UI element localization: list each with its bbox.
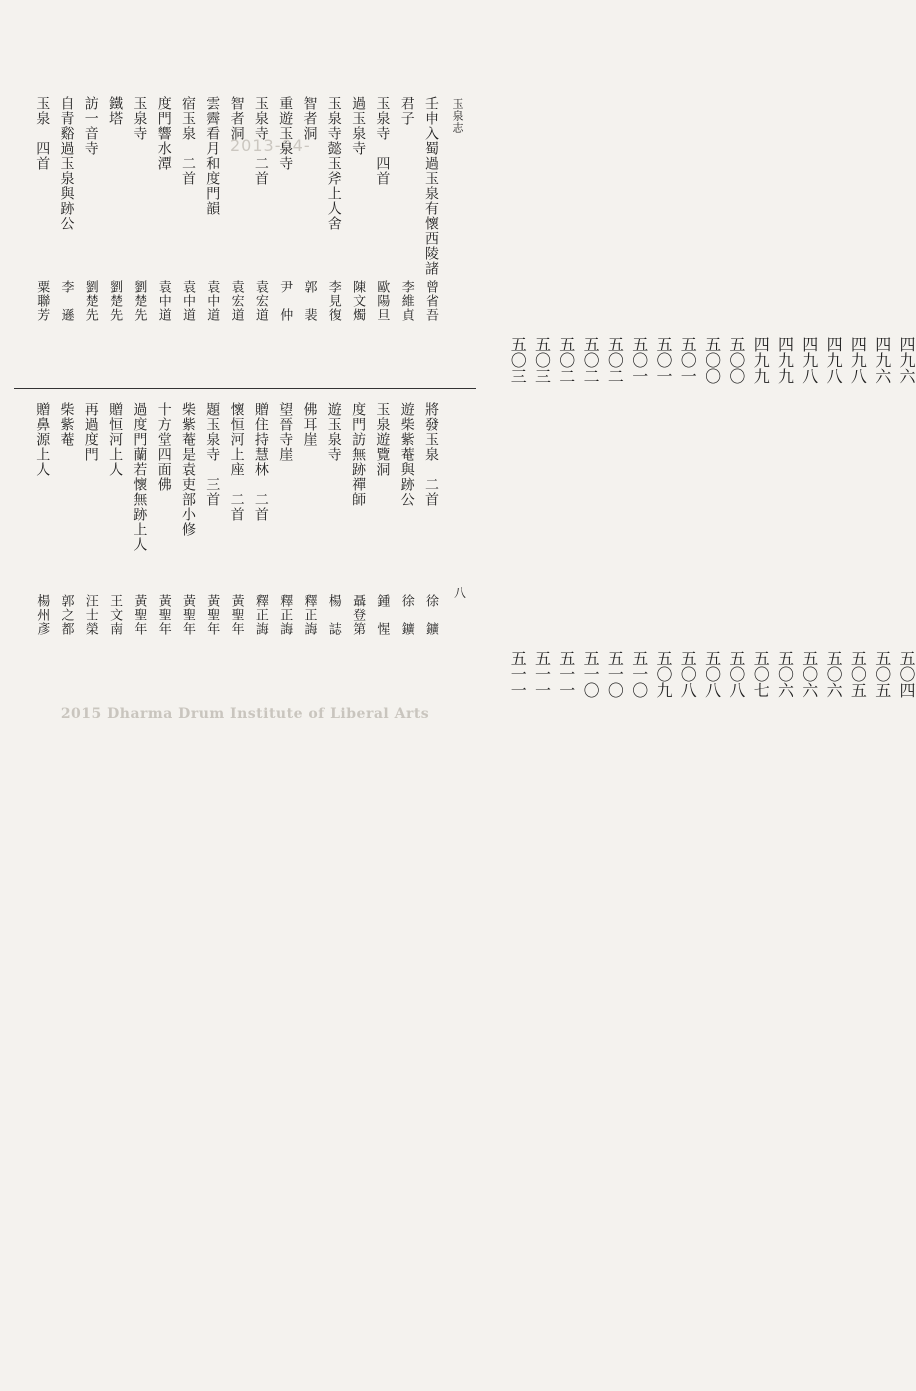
toc-entry-author: 郭之都 [58,594,74,636]
running-title: 玉泉志 [451,98,464,134]
section-divider [14,388,476,389]
toc-entry-page: 五一一 [508,650,528,698]
toc-entry-page: 五一一 [532,650,552,698]
toc-entry-page: 四九九 [775,336,795,384]
toc-entry-author: 袁宏道 [252,280,268,322]
toc-entry-title: 再過度門 [82,402,99,462]
toc-entry-author: 曾省吾 [423,280,438,322]
toc-entry-title: 玉泉寺 四首 [374,96,391,186]
toc-entry-title: 玉泉 四首 [34,96,51,171]
toc-entry-title: 玉泉遊覽洞 [374,402,391,477]
toc-entry-author: 黃聖年 [155,594,171,636]
toc-entry-title: 玉泉寺懿玉斧上人舍 [325,96,342,231]
toc-entry-page: 四九六 [897,336,916,384]
toc-entry-page: 五〇九 [654,650,673,698]
toc-entry-page: 五〇五 [848,650,868,698]
toc-entry-title: 過玉泉寺 [350,96,367,156]
toc-entry-author: 王文南 [107,594,123,636]
toc-entry-page: 五〇六 [824,650,844,698]
toc-entry-title: 智者洞 [301,96,318,141]
toc-entry-author: 李維貞 [398,280,414,322]
toc-entry-author: 粟聯芳 [34,280,50,322]
toc-entry-author: 郭 裴 [301,280,317,322]
toc-entry-page: 五〇〇 [702,336,722,384]
toc-entry-title: 遊柴紫菴與跡公 [398,402,415,507]
toc-entry-title: 贈住持慧林 二首 [252,402,269,522]
toc-entry-page: 五〇六 [775,650,795,698]
toc-entry-page: 五〇一 [629,336,649,384]
toc-entry-author: 袁中道 [204,280,220,322]
toc-entry-page: 五〇〇 [726,336,746,384]
page-number: 八 [454,586,467,600]
toc-entry-author: 劉楚先 [82,280,98,322]
toc-entry-title: 鐵塔 [107,96,124,126]
toc-entry-title: 柴紫菴是袁吏部小修 [180,402,196,537]
toc-entry-page: 五一〇 [581,650,601,698]
toc-entry-page: 四九八 [824,336,844,384]
toc-entry-author: 黃聖年 [131,594,147,636]
toc-entry-page: 五一〇 [629,650,649,698]
toc-entry-author: 袁中道 [180,280,195,322]
toc-entry-title: 自青谿過玉泉與跡公 [58,96,75,231]
toc-entry-author: 李 遜 [58,280,74,322]
toc-entry-title: 贈鼻源上人 [34,402,51,477]
toc-entry-page: 四九八 [799,336,819,384]
toc-entry-author: 徐 鑛 [423,594,438,636]
toc-entry-page: 五〇七 [751,650,771,698]
toc-entry-page: 五〇二 [556,336,576,384]
toc-entry-title: 壬申入蜀過玉泉有懷西陵諸 [423,96,439,276]
toc-entry-title: 過度門蘭若懷無跡上人 [131,402,148,552]
toc-entry-page: 五〇八 [678,650,698,698]
toc-entry-title: 度門訪無跡禪師 [350,402,367,507]
toc-entry-title: 重遊玉泉寺 [277,96,294,171]
toc-entry-author: 釋正誨 [252,594,268,636]
toc-entry-title: 訪一音寺 [82,96,99,156]
toc-entry-author: 劉楚先 [107,280,123,322]
toc-entry-author: 劉楚先 [131,280,147,322]
toc-entry-title: 懷恒河上座 二首 [228,402,245,522]
toc-entry-title: 十方堂四面佛 [155,402,172,492]
toc-entry-author: 鍾 惺 [374,594,390,636]
toc-entry-author: 尹 仲 [277,280,293,322]
toc-entry-author: 黃聖年 [204,594,220,636]
toc-entry-page: 四九九 [751,336,771,384]
toc-entry-page: 四九八 [848,336,868,384]
toc-entry-author: 李見復 [325,280,341,322]
toc-entry-page: 五〇五 [872,650,892,698]
toc-entry-author: 袁宏道 [228,280,244,322]
toc-entry-author: 聶登第 [350,594,366,636]
toc-entry-page: 五〇八 [726,650,746,698]
toc-entry-page: 五〇六 [799,650,819,698]
date-stamp: 2013-04- [230,136,311,155]
toc-entry-title: 玉泉寺 [131,96,148,141]
toc-entry-title: 柴紫菴 [58,402,75,447]
toc-entry-page: 五〇一 [654,336,673,384]
toc-entry-title: 佛耳崖 [301,402,318,447]
toc-entry-page: 五〇一 [678,336,698,384]
toc-entry-title: 贈恒河上人 [107,402,124,477]
toc-entry-page: 五〇四 [897,650,916,698]
watermark: 2015 Dharma Drum Institute of Liberal Arts [60,706,430,722]
toc-entry-author: 楊 誌 [325,594,341,636]
toc-entry-page: 五〇三 [508,336,528,384]
toc-entry-page: 五一一 [556,650,576,698]
toc-entry-title: 玉泉寺 二首 [252,96,269,186]
toc-entry-page: 五〇二 [605,336,625,384]
toc-entry-author: 黃聖年 [180,594,195,636]
toc-entry-title: 君子 [398,96,415,126]
toc-entry-title: 度門響水潭 [155,96,172,171]
toc-entry-author: 黃聖年 [228,594,244,636]
toc-entry-author: 徐 鑛 [398,594,414,636]
toc-entry-page: 五〇二 [581,336,601,384]
toc-entry-page: 四九六 [872,336,892,384]
toc-entry-title: 智者洞 [228,96,245,141]
toc-entry-author: 楊州彥 [34,594,50,636]
toc-entry-author: 釋正誨 [301,594,317,636]
toc-entry-title: 宿玉泉 二首 [180,96,196,186]
toc-entry-page: 五一〇 [605,650,625,698]
toc-entry-author: 汪士榮 [82,594,98,636]
toc-entry-title: 將發玉泉 二首 [423,402,439,507]
toc-entry-author: 袁中道 [155,280,171,322]
toc-entry-title: 題玉泉寺 三首 [204,402,221,507]
toc-entry-author: 釋正誨 [277,594,293,636]
toc-entry-title: 望晉寺崖 [277,402,294,462]
toc-entry-author: 歐陽旦 [374,280,390,322]
toc-entry-title: 遊玉泉寺 [325,402,342,462]
toc-entry-author: 陳文燭 [350,280,366,322]
toc-entry-page: 五〇八 [702,650,722,698]
toc-entry-title: 雲霽看月和度門韻 [204,96,221,216]
toc-entry-page: 五〇三 [532,336,552,384]
